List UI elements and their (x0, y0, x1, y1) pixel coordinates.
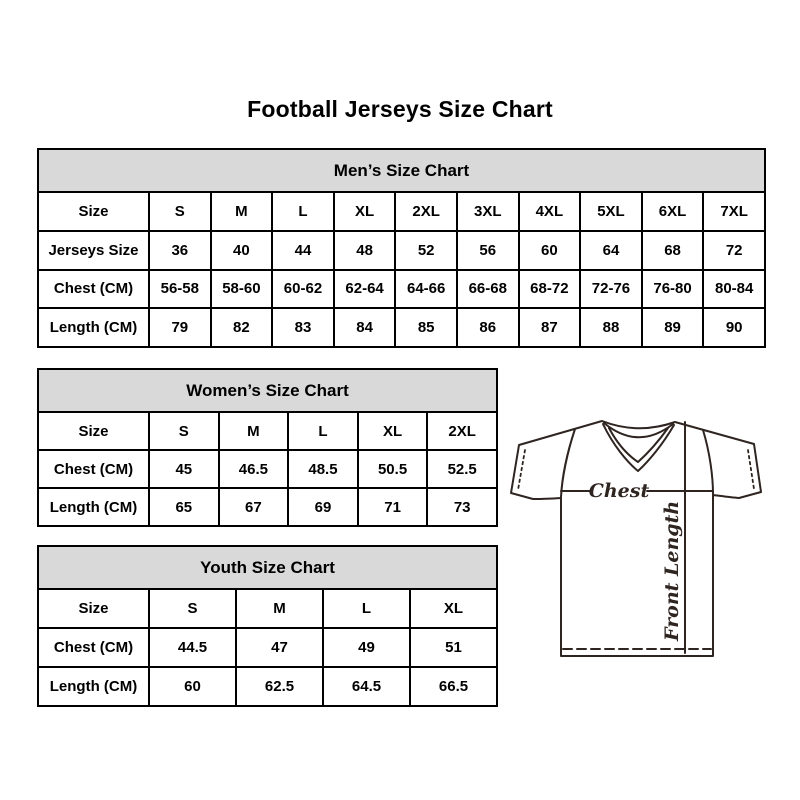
mens-row-label: Chest (CM) (38, 270, 149, 309)
mens-cell: 68-72 (519, 270, 581, 309)
mens-cell: 84 (334, 308, 396, 347)
mens-cell: M (211, 192, 273, 231)
mens-cell: S (149, 192, 211, 231)
mens-cell: 76-80 (642, 270, 704, 309)
youth-cell: L (323, 589, 410, 628)
youth-cell: 49 (323, 628, 410, 667)
youth-cell: S (149, 589, 236, 628)
womens-size-table (37, 368, 498, 527)
mens-cell: 36 (149, 231, 211, 270)
mens-cell: 5XL (580, 192, 642, 231)
jersey-measurement-diagram (505, 398, 775, 683)
youth-cell: 51 (410, 628, 497, 667)
womens-cell: 48.5 (288, 450, 358, 488)
mens-cell: 58-60 (211, 270, 273, 309)
mens-cell: 52 (395, 231, 457, 270)
mens-cell: L (272, 192, 334, 231)
mens-cell: XL (334, 192, 396, 231)
mens-cell: 85 (395, 308, 457, 347)
womens-cell: 45 (149, 450, 219, 488)
womens-row-label: Chest (CM) (38, 450, 149, 488)
mens-cell: 72-76 (580, 270, 642, 309)
womens-cell: 50.5 (358, 450, 428, 488)
womens-cell: 69 (288, 488, 358, 526)
mens-size-table (37, 148, 766, 348)
youth-cell: 64.5 (323, 667, 410, 706)
mens-table-title: Men’s Size Chart (38, 149, 765, 192)
mens-cell: 60 (519, 231, 581, 270)
womens-cell: 2XL (427, 412, 497, 450)
mens-cell: 82 (211, 308, 273, 347)
mens-cell: 86 (457, 308, 519, 347)
youth-cell: 47 (236, 628, 323, 667)
mens-cell: 64-66 (395, 270, 457, 309)
womens-cell: 73 (427, 488, 497, 526)
mens-cell: 44 (272, 231, 334, 270)
womens-size-table-grid (37, 368, 498, 527)
womens-row-label: Length (CM) (38, 488, 149, 526)
youth-cell: 62.5 (236, 667, 323, 706)
mens-cell: 87 (519, 308, 581, 347)
womens-cell: XL (358, 412, 428, 450)
mens-cell: 90 (703, 308, 765, 347)
mens-cell: 7XL (703, 192, 765, 231)
womens-table-title: Women’s Size Chart (38, 369, 497, 412)
jersey-outline (511, 421, 761, 656)
womens-cell: L (288, 412, 358, 450)
mens-cell: 56-58 (149, 270, 211, 309)
mens-cell: 80-84 (703, 270, 765, 309)
youth-row-label: Size (38, 589, 149, 628)
mens-cell: 6XL (642, 192, 704, 231)
womens-cell: 65 (149, 488, 219, 526)
womens-cell: 46.5 (219, 450, 289, 488)
womens-cell: S (149, 412, 219, 450)
womens-cell: 52.5 (427, 450, 497, 488)
page-title: Football Jerseys Size Chart (247, 96, 553, 122)
jersey-diagram-svg (505, 398, 775, 683)
youth-cell: 60 (149, 667, 236, 706)
mens-cell: 3XL (457, 192, 519, 231)
mens-cell: 66-68 (457, 270, 519, 309)
mens-cell: 56 (457, 231, 519, 270)
youth-row-label: Length (CM) (38, 667, 149, 706)
mens-cell: 89 (642, 308, 704, 347)
womens-cell: 71 (358, 488, 428, 526)
mens-row-label: Size (38, 192, 149, 231)
youth-table-title: Youth Size Chart (38, 546, 497, 589)
mens-cell: 4XL (519, 192, 581, 231)
chest-label: Chest (588, 480, 650, 502)
mens-cell: 48 (334, 231, 396, 270)
womens-row-label: Size (38, 412, 149, 450)
youth-row-label: Chest (CM) (38, 628, 149, 667)
womens-cell: M (219, 412, 289, 450)
youth-size-table (37, 545, 498, 707)
mens-cell: 72 (703, 231, 765, 270)
mens-row-label: Length (CM) (38, 308, 149, 347)
mens-cell: 88 (580, 308, 642, 347)
mens-cell: 60-62 (272, 270, 334, 309)
youth-cell: XL (410, 589, 497, 628)
womens-cell: 67 (219, 488, 289, 526)
mens-cell: 79 (149, 308, 211, 347)
mens-cell: 2XL (395, 192, 457, 231)
mens-cell: 64 (580, 231, 642, 270)
mens-size-table-grid (37, 148, 766, 348)
mens-cell: 83 (272, 308, 334, 347)
front-length-label: Front Length (661, 500, 683, 641)
youth-cell: 66.5 (410, 667, 497, 706)
youth-cell: M (236, 589, 323, 628)
mens-cell: 68 (642, 231, 704, 270)
mens-row-label: Jerseys Size (38, 231, 149, 270)
youth-cell: 44.5 (149, 628, 236, 667)
mens-cell: 40 (211, 231, 273, 270)
mens-cell: 62-64 (334, 270, 396, 309)
youth-size-table-grid (37, 545, 498, 707)
